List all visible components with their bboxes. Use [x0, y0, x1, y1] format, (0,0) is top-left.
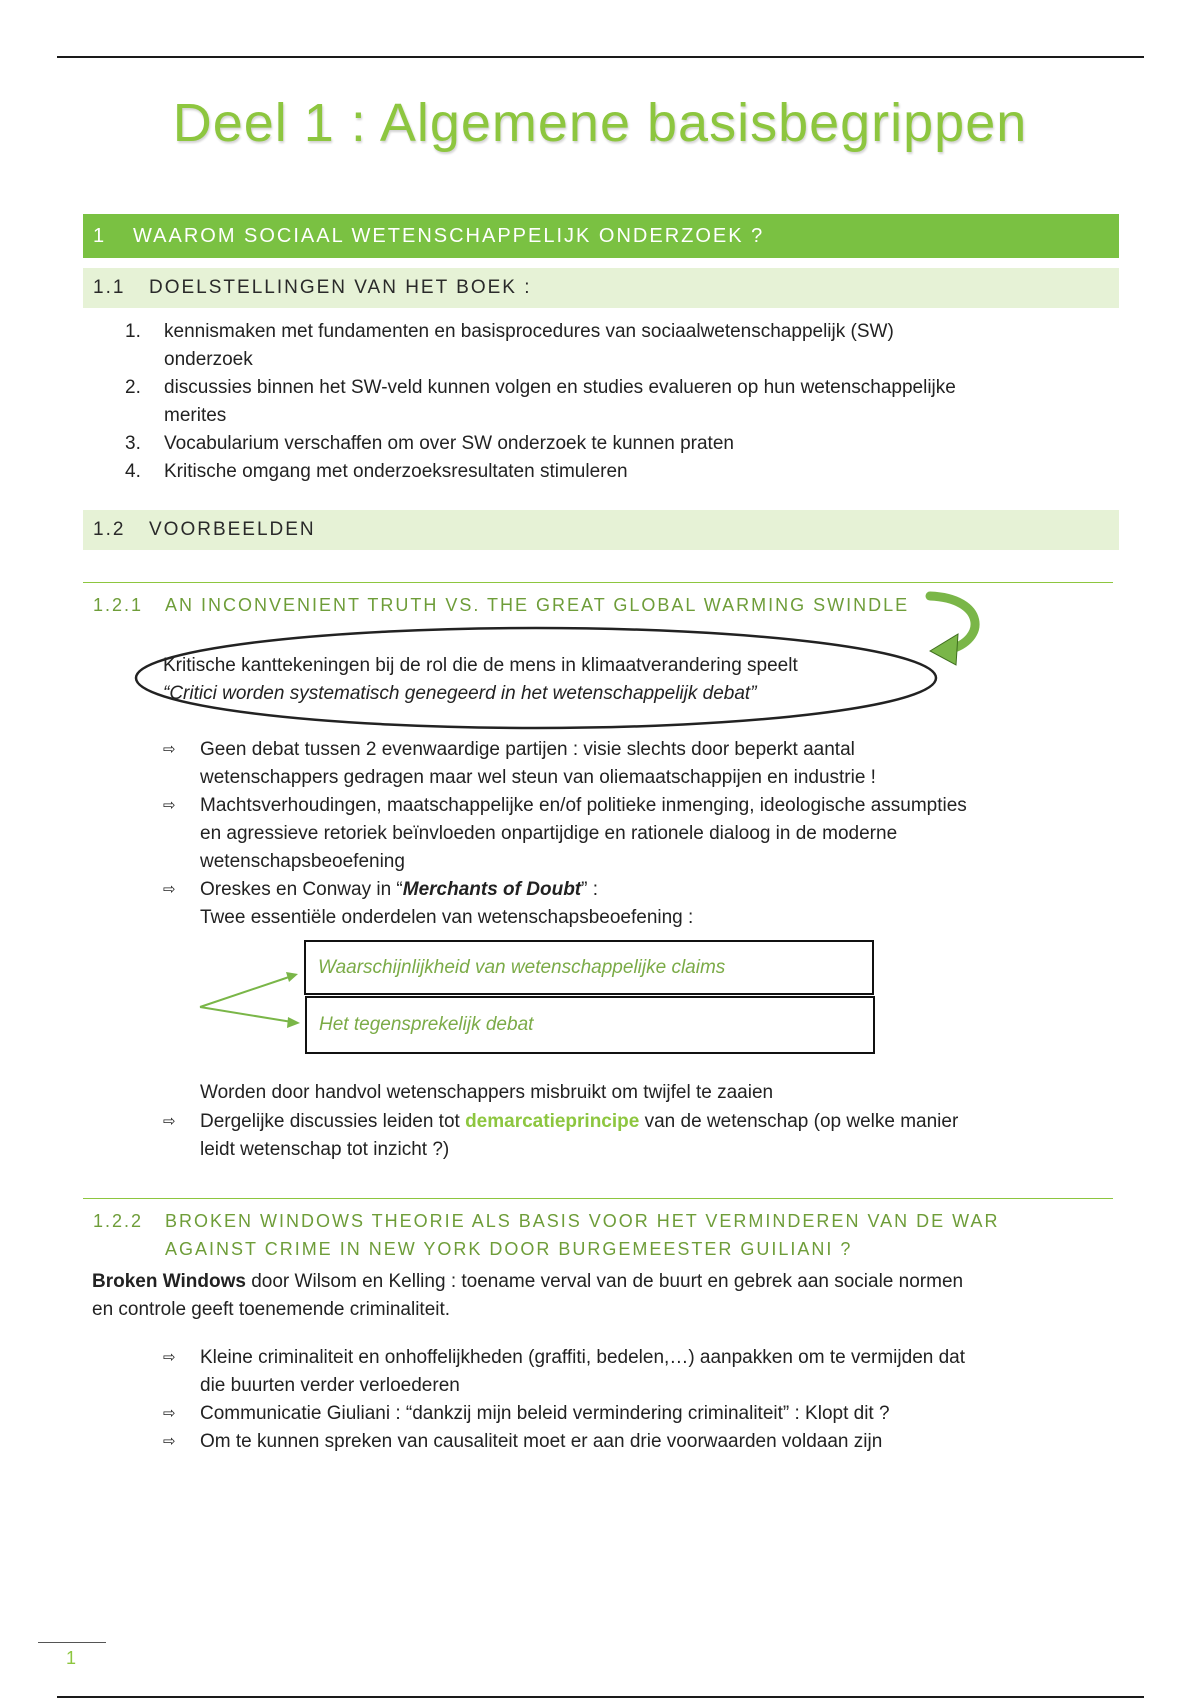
- arrow-bullet-icon: ⇨: [163, 1433, 176, 1450]
- bullet-list-1-2-1: [163, 736, 1108, 932]
- oval-text: Kritische kanttekeningen bij de rol die de mens in klimaatverandering speelt “Critici worden systematisch genegeerd in het wetenschappelijk debat”: [163, 655, 798, 704]
- list-item: ⇨ Communicatie Giuliani : “dankzij mijn beleid vermindering criminaliteit” : Klopt dit ?: [163, 1400, 1108, 1428]
- bullet-list-1-2-2: [163, 1344, 1108, 1456]
- demarcation-term: demarcatieprincipe: [465, 1111, 640, 1132]
- list-item: 4. Kritische omgang met onderzoeksresultaten stimuleren: [125, 461, 628, 482]
- arrow-bullet-icon: ⇨: [163, 1113, 176, 1130]
- heading-1-2-1: 1.2.1 AN INCONVENIENT TRUTH VS. THE GREAT GLOBAL WARMING SWINDLE: [83, 582, 1113, 619]
- heading-1-number: 1: [93, 224, 107, 247]
- list-item: ⇨ Om te kunnen spreken van causaliteit moet er aan drie voorwaarden voldaan zijn: [163, 1428, 1108, 1456]
- arrow-bullet-icon: ⇨: [163, 881, 176, 898]
- bullet-list-1-2-1-b: [163, 1108, 1108, 1164]
- heading-1-text: WAAROM SOCIAAL WETENSCHAPPELIJK ONDERZOEK ?: [133, 224, 765, 247]
- arrow-to-box-2: [200, 1007, 292, 1022]
- list-item: ⇨ Machtsverhoudingen, maatschappelijke en/of politieke inmenging, ideologische assumpties en agressieve retoriek beïnvloeden onpartijdige en rationele dialoog in de moderne wetenschapsbeoefening: [163, 792, 1108, 876]
- heading-1-1-number: 1.1: [93, 277, 126, 298]
- arrow-to-box-1: [200, 976, 292, 1007]
- heading-1-2-2: 1.2.2 BROKEN WINDOWS THEORIE ALS BASIS VOOR HET VERMINDEREN VAN DE WAR AGAINST CRIME IN NEW YORK DOOR BURGEMEESTER GUILIANI ?: [83, 1198, 1113, 1263]
- arrow-bullet-icon: ⇨: [163, 797, 176, 814]
- heading-1-2-number: 1.2: [93, 519, 126, 540]
- page-title: Deel 1 : Algemene basisbegrippen: [172, 93, 1028, 153]
- arrow-bullet-icon: ⇨: [163, 1349, 176, 1366]
- list-item: ⇨ Geen debat tussen 2 evenwaardige partijen : visie slechts door beperkt aantal wetenschappers gedragen maar wel steun van oliemaatschappijen en industrie !: [163, 736, 1108, 792]
- curved-arrow-head-icon: [930, 634, 958, 665]
- list-item: 3. Vocabularium verschaffen om over SW onderzoek te kunnen praten: [125, 433, 734, 454]
- list-item: ⇨ Oreskes en Conway in “Merchants of Doubt” : Twee essentiële onderdelen van wetenschapsbeoefening :: [163, 876, 1108, 932]
- list-item: ⇨ Kleine criminaliteit en onhoffelijkheden (graffiti, bedelen,…) aanpakken om te vermijden dat die buurten verder verloederen: [163, 1344, 1108, 1400]
- page-number: 1: [66, 1648, 77, 1668]
- after-boxes-text: Worden door handvol wetenschappers misbruikt om twijfel te zaaien: [200, 1082, 774, 1103]
- arrow-head-1-icon: [286, 972, 298, 982]
- claim-box-2: Het tegensprekelijk debat: [305, 996, 875, 1054]
- arrow-bullet-icon: ⇨: [163, 741, 176, 758]
- bottom-rule: [57, 1696, 1144, 1698]
- list-item: ⇨ Dergelijke discussies leiden tot demarcatieprincipe van de wetenschap (op welke manier leidt wetenschap tot inzicht ?): [163, 1108, 1108, 1164]
- heading-1-2-text: VOORBEELDEN: [149, 519, 316, 540]
- arrow-bullet-icon: ⇨: [163, 1405, 176, 1422]
- footer-rule: [38, 1642, 106, 1643]
- broken-windows-paragraph: Broken Windows door Wilsom en Kelling : toename verval van de buurt en gebrek aan sociale normen en controle geeft toenemende criminaliteit.: [92, 1271, 964, 1320]
- arrow-head-2-icon: [287, 1017, 300, 1028]
- heading-1-1-text: DOELSTELLINGEN VAN HET BOEK :: [149, 277, 532, 298]
- list-item: 1. kennismaken met fundamenten en basisprocedures van sociaalwetenschappelijk (SW) onderzoek: [125, 321, 894, 370]
- list-item: 2. discussies binnen het SW-veld kunnen volgen en studies evalueren op hun wetenschappelijke merites: [125, 377, 956, 426]
- claim-box-1: Waarschijnlijkheid van wetenschappelijke claims: [304, 940, 874, 995]
